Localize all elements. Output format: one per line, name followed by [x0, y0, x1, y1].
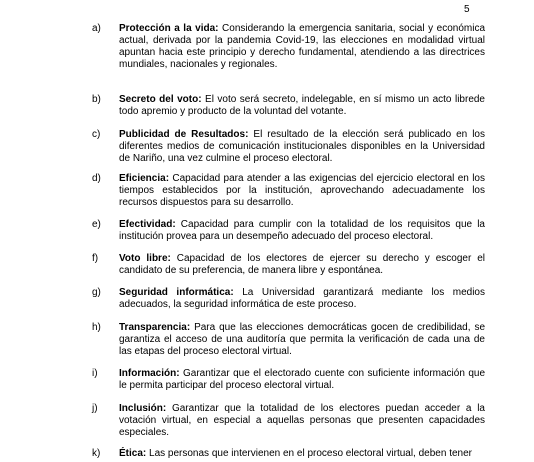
- item-description: El resultado de la elección será publicado en los diferentes medios de comunicación institucionales disponibles en la Universidad de Nariño, una vez culmine el proceso electoral.: [119, 129, 485, 164]
- item-title: Transparencia:: [119, 322, 191, 333]
- item-description: Capacidad para atender a las exigencias del ejercicio electoral en los tiempos establecidos por la institución, aprovechando adecuadamente los recursos dispuestos para su desarrollo.: [119, 173, 485, 208]
- item-body: [119, 173, 485, 209]
- item-title: Eficiencia:: [119, 173, 170, 184]
- item-description: Garantizar que la totalidad de los electores puedan acceder a la votación virtual, en especial a aquellas personas que presenten capacidades especiales.: [119, 403, 485, 438]
- item-title: Publicidad de Resultados:: [119, 129, 249, 140]
- item-title: Protección a la vida:: [119, 23, 219, 34]
- item-description: Las personas que intervienen en el proceso electoral virtual, deben tener: [146, 448, 472, 459]
- item-letter: h): [92, 322, 101, 333]
- item-title: Inclusión:: [119, 403, 167, 414]
- item-letter: c): [92, 129, 101, 140]
- item-body: [119, 94, 485, 118]
- item-body: [119, 448, 485, 460]
- item-letter: e): [92, 219, 101, 230]
- item-letter: j): [92, 403, 98, 414]
- item-letter: i): [92, 368, 98, 379]
- item-letter: k): [92, 448, 101, 459]
- item-description: Para que las elecciones democráticas gocen de credibilidad, se garantiza el acceso de una auditoría que permita la verificación de cada una de las etapas del proceso electoral virtual.: [119, 322, 485, 357]
- item-description: El voto será secreto, indelegable, en sí mismo un acto librede todo apremio y producto de la voluntad del votante.: [119, 94, 485, 117]
- item-letter: a): [92, 23, 101, 34]
- page-number: 5: [464, 4, 470, 15]
- item-description: Considerando la emergencia sanitaria, social y económica actual, derivada por la pandemia Covid-19, las elecciones en modalidad virtual apuntan hacia este principio y derecho fundamental, atendiendo a las directrices mundiales, nacionales y regionales.: [119, 23, 486, 70]
- item-letter: d): [92, 173, 101, 184]
- item-body: [119, 129, 485, 165]
- item-description: Capacidad para cumplir con la totalidad de los requisitos que la institución provea para un desempeño adecuado del proceso electoral.: [119, 219, 485, 242]
- item-body: [119, 322, 485, 358]
- item-letter: b): [92, 94, 101, 105]
- item-title: Secreto del voto:: [119, 94, 202, 105]
- item-description: La Universidad garantizará mediante los medios adecuados, la seguridad informática de este proceso.: [119, 287, 485, 310]
- item-title: Voto libre:: [119, 253, 171, 264]
- item-letter: g): [92, 287, 101, 298]
- item-title: Ética:: [119, 448, 147, 459]
- item-letter: f): [92, 253, 99, 264]
- item-body: [119, 219, 485, 243]
- item-body: [119, 23, 485, 71]
- item-body: [119, 403, 485, 439]
- item-description: Garantizar que el electorado cuente con suficiente información que le permita participar del proceso electoral virtual.: [119, 368, 485, 391]
- item-body: [119, 287, 485, 311]
- item-title: Seguridad informática:: [119, 287, 234, 298]
- item-body: [119, 253, 485, 277]
- item-title: Información:: [119, 368, 180, 379]
- item-title: Efectividad:: [119, 219, 176, 230]
- item-body: [119, 368, 485, 392]
- item-description: Capacidad de los electores de ejercer su derecho y escoger el candidato de su preferencia, de manera libre y espontánea.: [119, 253, 485, 276]
